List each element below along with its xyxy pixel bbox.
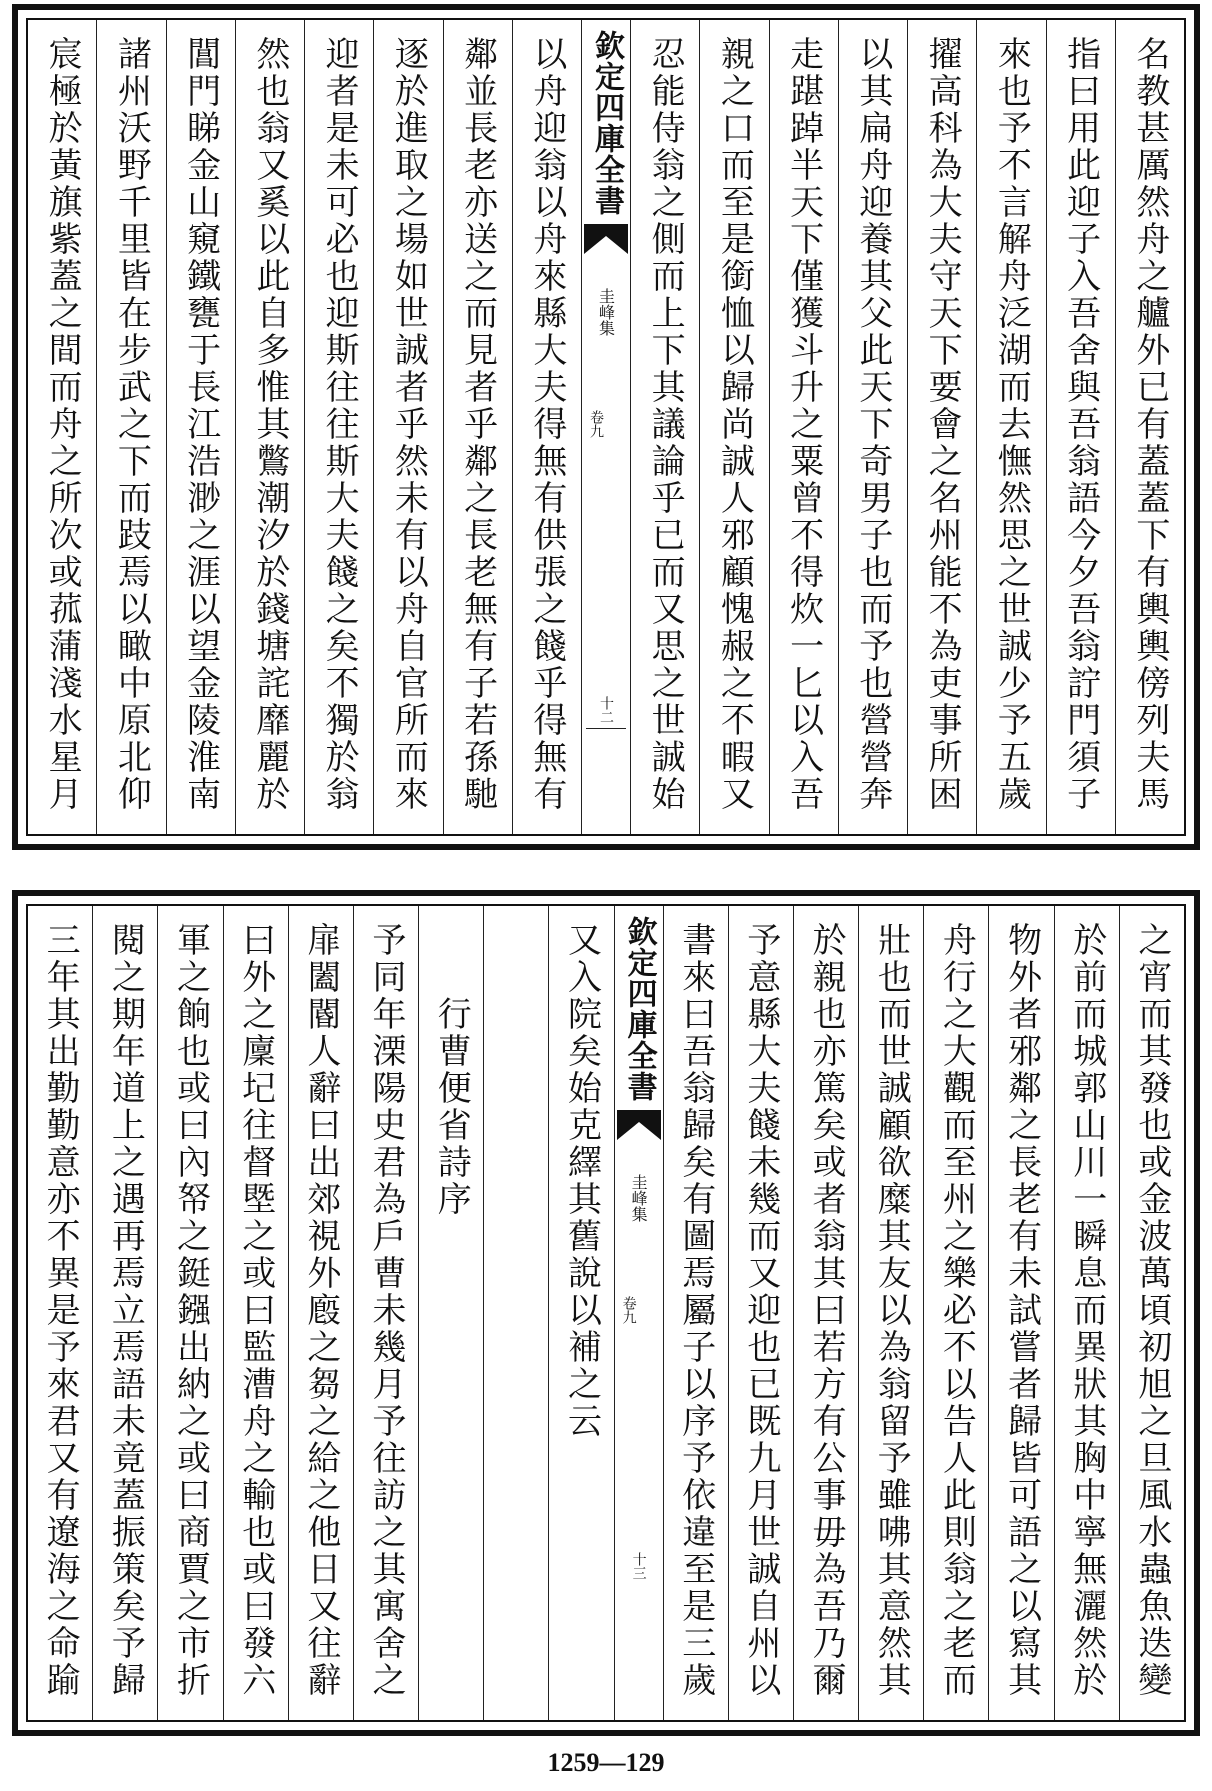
text-column: 忍能侍翁之側而上下其議論乎已而又思之世誠始 — [630, 20, 699, 834]
text-column: 親之口而至是銜恤以歸尚誠人邪顧愧赧之不暇又 — [699, 20, 768, 834]
footer-page-number: 1259—129 — [547, 1748, 665, 1777]
book-name: 圭峰集 — [596, 288, 616, 336]
text-column: 扉闔閽人辭曰出郊視外廏之芻之給之他日又往辭 — [288, 906, 353, 1720]
text-column: 名教甚厲然舟之艫外已有蓋蓋下有輿輿傍列夫馬 — [1115, 20, 1184, 834]
text-column: 又入院矣始克繹其舊說以補之云 — [548, 906, 613, 1720]
text-column: 以舟迎翁以舟來縣大夫得無有供張之餞乎得無有 — [512, 20, 581, 834]
text-column: 鄰並長老亦送之而見者乎鄰之長老無有子若孫馳 — [443, 20, 512, 834]
top-page-frame — [26, 18, 1186, 836]
text-column: 於親也亦篤矣或者翁其曰若方有公事毋為吾乃爾 — [793, 906, 858, 1720]
text-column: 物外者邪鄰之長老有未試嘗者歸皆可語之以寫其 — [988, 906, 1053, 1720]
text-column: 予同年溧陽史君為戶曹未幾月予往訪之其寓舍之 — [353, 906, 418, 1720]
section-title: 行曹便省詩序 — [418, 906, 483, 1720]
text-column: 以其扁舟迎養其父此天下奇男子也而予也營營奔 — [838, 20, 907, 834]
text-column: 三年其出勤勤意亦不異是予來君又有遼海之命踰 — [40, 922, 81, 1699]
text-column: 擢高科為大夫守天下要會之名州能不為吏事所困 — [907, 20, 976, 834]
text-column: 之宵而其發也或金波萬頃初旭之旦風水蟲魚迭變 — [1119, 906, 1184, 1720]
fascicle-label: 卷九 — [588, 410, 604, 438]
text-column: 逐於進取之場如世誠者乎然未有以舟自官所而來 — [373, 20, 442, 834]
book-title: 欽定四庫全書 — [589, 30, 624, 216]
text-column: 宸極於黃旗紫蓋之間而舟之所次或菰蒲淺水星月 — [42, 36, 83, 813]
fish-tail-mark-icon — [617, 1110, 661, 1140]
text-column: 書來曰吾翁歸矣有圖焉屬子以序予依違至是三歲 — [663, 906, 728, 1720]
text-column: 指曰用此迎子入吾舍與吾翁語今夕吾翁詝門須子 — [1046, 20, 1115, 834]
fascicle-label: 卷九 — [620, 1296, 637, 1324]
fish-tail-mark-icon — [584, 224, 628, 254]
top-page — [12, 4, 1200, 850]
text-column: 軍之餉也或曰內帑之鋌鏹出納之或曰商賈之市折 — [157, 906, 222, 1720]
text-column: 來也予不言解舟泛湖而去憮然思之世誠少予五歲 — [976, 20, 1045, 834]
text-column: 諸州沃野千里皆在步武之下而跂焉以瞰中原北仰 — [96, 20, 165, 834]
text-column: 迎者是未可必也迎斯往往斯大夫餞之矣不獨於翁 — [304, 20, 373, 834]
text-column: 閱之期年道上之遇再焉立焉語未竟蓋振策矣予歸 — [92, 906, 157, 1720]
book-title: 欽定四庫全書 — [621, 916, 657, 1102]
text-column: 閶門睇金山窺鐵甕于長江浩渺之涯以望金陵淮南 — [166, 20, 235, 834]
center-header-strip — [614, 906, 663, 1720]
divider-line — [586, 728, 626, 729]
text-column: 壯也而世誠顧欲糜其友以為翁留予雖咈其意然其 — [858, 906, 923, 1720]
bottom-page-frame — [26, 904, 1186, 1722]
page-number: 十二 — [598, 696, 614, 724]
text-column: 然也翁又奚以此自多惟其鷩潮汐於錢塘詫靡麗於 — [235, 20, 304, 834]
text-column: 舟行之大觀而至州之樂必不以告人此則翁之老而 — [923, 906, 988, 1720]
blank-column — [483, 906, 548, 1720]
center-header-strip — [581, 20, 630, 834]
text-column: 予意縣大夫餞未幾而又迎也已既九月世誠自州以 — [728, 906, 793, 1720]
book-name: 圭峰集 — [629, 1174, 649, 1222]
bottom-page — [12, 890, 1200, 1736]
page-number: 十三 — [630, 1552, 647, 1580]
text-column: 走踸踔半天下僅獲斗升之粟曾不得炊一匕以入吾 — [769, 20, 838, 834]
text-column: 曰外之廩圮往督塈之或曰監漕舟之輸也或曰發六 — [223, 906, 288, 1720]
text-column: 於前而城郭山川一瞬息而異狀其胸中寧無灑然於 — [1054, 906, 1119, 1720]
